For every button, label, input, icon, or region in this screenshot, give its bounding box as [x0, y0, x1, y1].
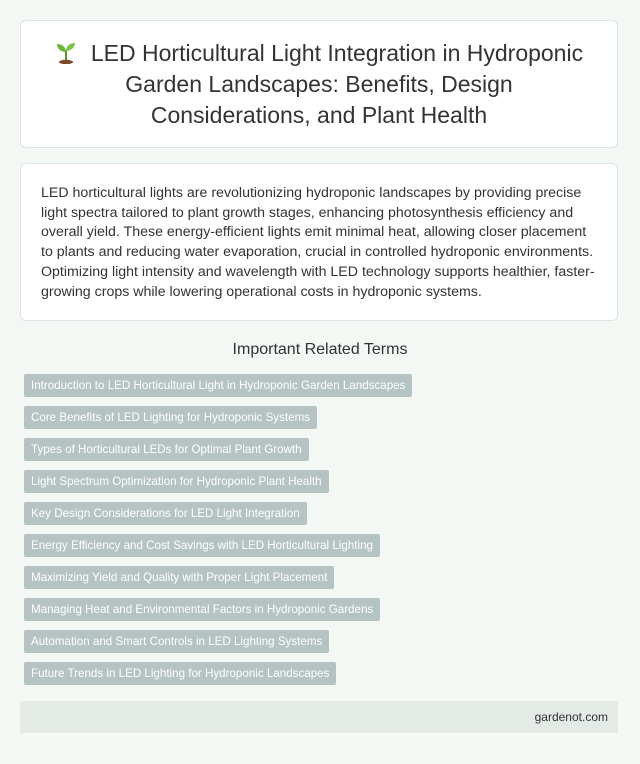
- related-term[interactable]: [24, 630, 412, 653]
- footer-site-link[interactable]: gardenot.com: [534, 710, 608, 724]
- related-term[interactable]: [24, 534, 412, 557]
- related-term-label[interactable]: Maximizing Yield and Quality with Proper Light Placement: [24, 566, 334, 589]
- related-term-label[interactable]: Managing Heat and Environmental Factors in Hydroponic Gardens: [24, 598, 380, 621]
- sprout-icon: [55, 40, 77, 64]
- related-term-label[interactable]: Types of Horticultural LEDs for Optimal Plant Growth: [24, 438, 309, 461]
- related-term[interactable]: [24, 438, 412, 461]
- related-term[interactable]: [24, 406, 412, 429]
- footer-bar: [20, 701, 618, 733]
- related-term[interactable]: [24, 502, 412, 525]
- related-term-label[interactable]: Energy Efficiency and Cost Savings with LED Horticultural Lighting: [24, 534, 380, 557]
- related-term-label[interactable]: Future Trends in LED Lighting for Hydroponic Landscapes: [24, 662, 336, 685]
- related-term[interactable]: [24, 470, 412, 493]
- related-term-label[interactable]: Light Spectrum Optimization for Hydroponic Plant Health: [24, 470, 329, 493]
- related-term[interactable]: [24, 598, 412, 621]
- related-term-label[interactable]: Automation and Smart Controls in LED Lighting Systems: [24, 630, 329, 653]
- related-term[interactable]: [24, 374, 412, 397]
- related-terms-heading: Important Related Terms: [232, 341, 408, 358]
- related-terms-list: [24, 374, 412, 694]
- summary-text: LED horticultural lights are revolutionizing hydroponic landscapes by providing precise light spectra tailored to plant growth stages, enhancing photosynthesis efficiency and overall yield. These energy-efficient lights emit minimal heat, allowing closer placement to plants and reducing water evaporation, crucial in controlled hydroponic environments. Optimizing light intensity and wavelength with LED technology supports healthier, faster-growing crops while lowering operational costs in hydroponic systems.: [41, 185, 595, 300]
- related-term-label[interactable]: Introduction to LED Horticultural Light in Hydroponic Garden Landscapes: [24, 374, 412, 397]
- summary-card: [20, 163, 618, 321]
- related-term-label[interactable]: Key Design Considerations for LED Light Integration: [24, 502, 307, 525]
- page-title-wrapper: [45, 38, 593, 131]
- page-title: LED Horticultural Light Integration in Hydroponic Garden Landscapes: Benefits, Design Considerations, and Plant Health: [90, 39, 584, 128]
- related-term-label[interactable]: Core Benefits of LED Lighting for Hydroponic Systems: [24, 406, 317, 429]
- related-term[interactable]: [24, 566, 412, 589]
- title-card: [20, 20, 618, 148]
- related-term[interactable]: [24, 662, 412, 685]
